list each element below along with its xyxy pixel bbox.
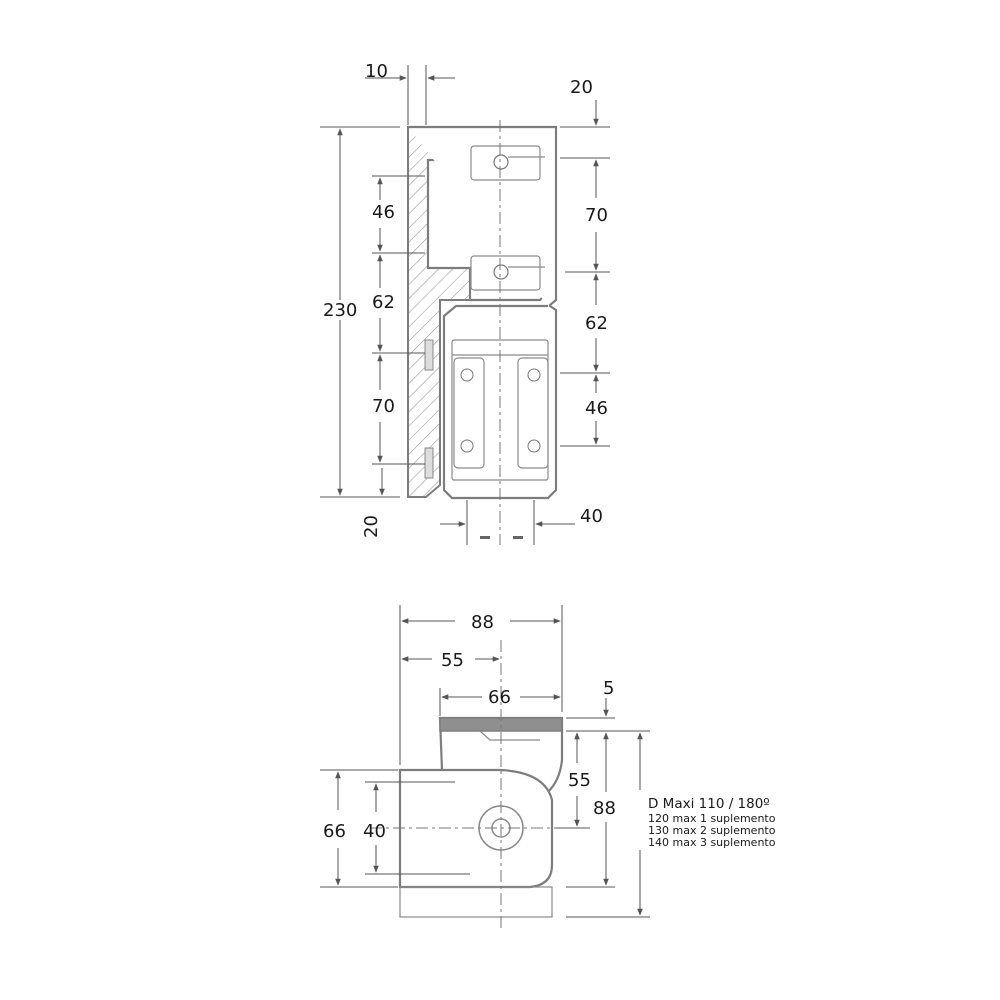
dim-70-right: 70 bbox=[585, 205, 608, 226]
dim-right-chain bbox=[560, 160, 610, 446]
dim-66-top bbox=[440, 687, 560, 716]
middle-screw bbox=[494, 265, 508, 279]
wall-insert-1 bbox=[425, 340, 433, 370]
svg-text:230: 230 bbox=[323, 300, 358, 321]
dim-5 bbox=[566, 678, 615, 718]
svg-text:40: 40 bbox=[580, 506, 603, 527]
dim-62-right: 62 bbox=[585, 313, 608, 334]
dim-20-top bbox=[560, 77, 610, 158]
dim-46-right: 46 bbox=[585, 398, 608, 419]
svg-text:66: 66 bbox=[488, 687, 511, 708]
note-line-3: 140 max 3 suplemento bbox=[648, 836, 776, 849]
dim-55-top bbox=[402, 650, 499, 671]
note-line-2: 130 max 2 suplemento bbox=[648, 824, 776, 837]
svg-text:66: 66 bbox=[323, 821, 346, 842]
dim-10 bbox=[365, 61, 455, 125]
dim-46-left: 46 bbox=[372, 202, 395, 223]
svg-text:10: 10 bbox=[365, 61, 388, 82]
dim-d-maxi bbox=[566, 731, 650, 917]
plate-hole-4 bbox=[528, 440, 540, 452]
note-title: D Maxi 110 / 180º bbox=[648, 796, 770, 812]
dim-62-left: 62 bbox=[372, 292, 395, 313]
note-line-1: 120 max 1 suplemento bbox=[648, 812, 776, 825]
plate-hole-3 bbox=[461, 440, 473, 452]
bottom-plate bbox=[400, 887, 552, 917]
svg-text:88: 88 bbox=[593, 798, 616, 819]
top-view bbox=[320, 61, 610, 545]
svg-text:55: 55 bbox=[568, 770, 591, 791]
dim-40 bbox=[440, 500, 603, 545]
dim-88-right bbox=[566, 733, 616, 887]
svg-text:55: 55 bbox=[441, 650, 464, 671]
svg-text:20: 20 bbox=[570, 77, 593, 98]
dim-20-bottom bbox=[361, 468, 382, 538]
svg-text:88: 88 bbox=[471, 612, 494, 633]
dim-70-left: 70 bbox=[372, 396, 395, 417]
svg-text:5: 5 bbox=[603, 678, 615, 699]
svg-text:20: 20 bbox=[361, 515, 382, 538]
upper-screw bbox=[494, 155, 508, 169]
d-maxi-note bbox=[648, 796, 776, 849]
wall-insert-2 bbox=[425, 448, 433, 478]
bottom-view bbox=[320, 605, 776, 930]
plate-hole-2 bbox=[528, 369, 540, 381]
svg-text:40: 40 bbox=[363, 821, 386, 842]
plate-hole-1 bbox=[461, 369, 473, 381]
